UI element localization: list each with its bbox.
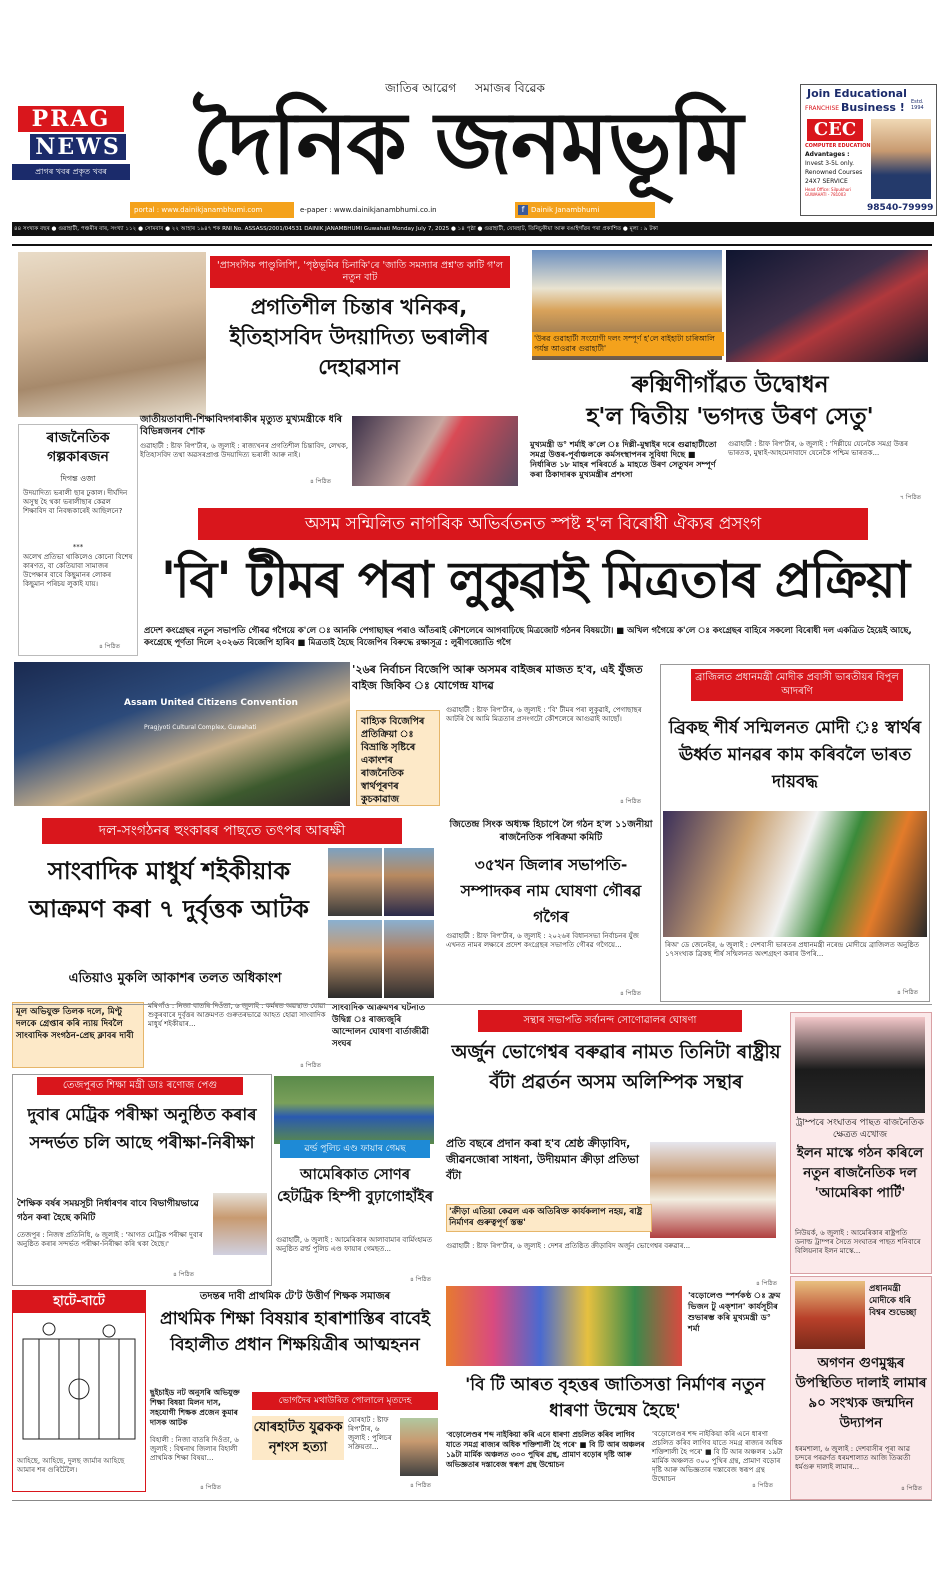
journalist-side: সাংবাদিক আক্ৰমণৰ ঘটনাত উদ্বিগ্ন ঃ ৰাজ্যজুৰি আন্দোলন ঘোষণা বাৰ্তাজীৱী সংঘৰ	[332, 1003, 429, 1049]
modi-kicker: ব্ৰাজিলত প্ৰধানমন্ত্ৰী মোদীক প্ৰবাসী ভাৰতীয়ৰ বিপুল আদৰণি	[691, 669, 903, 701]
hatebate-caption: আহিছে, আহিছে, দুলছ জাৰ্মাৰ আহিছে আমাৰ শৰ গুৰিটৈলৈ।	[17, 1457, 125, 1474]
cec-franchise: FRANCHISE	[805, 105, 840, 112]
cec-business: Business !	[841, 101, 905, 114]
column-title: ৰাজনৈতিক গল্পকাৰজন	[46, 430, 110, 465]
top-divider	[12, 244, 932, 246]
cec-estd: Estd. 1994	[911, 99, 924, 111]
convention-venue: Pragjyoti Cultural Complex, Guwahati	[144, 724, 257, 731]
olympic-body: গুৱাহাটী : ষ্টাফ ৰিপ'ৰ্টাৰ, ৬ জুলাই : দেশৰ প্ৰতিষ্ঠিত ক্ৰীড়াবিদ অৰ্জুন ভোগেশ্বৰ বৰুৱাৰ...	[446, 1242, 691, 1250]
jorhat-headline[interactable]: যোৰহাটত যুৱকক নৃশংস হত্যা	[252, 1416, 344, 1460]
epaper-url[interactable]: e-paper : www.dainikjanambhumi.co.in	[300, 206, 437, 214]
bridge-body2: গুৱাহাটী : ষ্টাফ ৰিপ'ৰ্টাৰ, ৬ জুলাই : 'দিল্লীয়ে যেনেকৈ সমগ্ৰ উত্তৰ ভাৰতক, মুম্বাই-আহমেদাবাদে যেনেকৈ পশ্চিম ভাৰতক...	[728, 440, 908, 457]
news-logo-text: NEWS	[30, 134, 126, 160]
convention-box: বাহ্যিক বিজেপিৰ প্ৰতিক্ৰিয়া ঃ বিভ্ৰান্তি সৃষ্টিৰে একাংশৰ ৰাজনৈতিক স্বাৰ্থপূৰণৰ কুচকাৱাজ	[356, 710, 440, 806]
btr-body2: 'বড়োলেণ্ডৰ শব্দ নাইকিয়া কৰি এনে ধাৰণা প্ৰচলিত কৰিব লাগিব যাতে সমগ্ৰ ৰাজ্যৰ অধিক শক্তিশালী হৈ পৰে' ■ বি টি আৰ অঞ্চলৰ ১৯টা মাৰ্মিক অঞ্চলত ৩০০ পুথিৰ গ্ৰন্থ, প্ৰামাণ বড়োৰ দৃষ্টি আৰু অভিজ্ঞতাৰ দস্তাবেজ স্বৰূপ গ্ৰন্থ উন্মোচন	[652, 1430, 783, 1483]
journalist-headline[interactable]: সাংবাদিক মাধুৰ্য শইকীয়াক আক্ৰমণ কৰা ৭ দুৰ্বৃত্তক আটক	[29, 857, 309, 923]
convention-body: গুৱাহাটী : ষ্টাফ ৰিপ'ৰ্টাৰ, ৬ জুলাই : 'বি' টীমৰ পৰা লুকুৱাই, পেগাছাছৰ আটৰি থৈ আমি মিত্ৰতাৰ প্ৰসংগটো কৌশলেৰে আগুৱাই আছোঁ।	[446, 706, 642, 723]
hatebate-title: হাটে-বাটে	[13, 1291, 145, 1313]
dalai-box	[790, 1276, 932, 1500]
congress-body: গুৱাহাটী : ষ্টাফ ৰিপ'ৰ্টাৰ, ৬ জুলাই : ২০২৬ৰ বিধানসভা নিৰ্বাচনৰ যুঁজ এখনত নামৰ লক্ষ্যৰে প্ৰদেশ কংগ্ৰেছৰ সভাপতি গৌৰৱ গগৈয়ে...	[446, 932, 639, 949]
victim-photo	[400, 1418, 438, 1476]
lead-kicker: অসম সন্মিলিত নাগৰিক অভিৰ্বতনত স্পষ্ট হ'ল বিৰোধী ঐক্যৰ প্ৰসংগ	[198, 508, 868, 540]
facebook-label: Dainik Janambhumi	[531, 206, 600, 214]
convention-kicker: '২৬ৰ নিৰ্বাচন বিজেপি আৰু অসমৰ বাইজৰ মাজত হ'ব, এই যুঁজত বাইজ জিকিব ঃ যোগেন্দ্ৰ যাদৱ	[352, 663, 643, 692]
cec-sub: COMPUTER EDUCATION	[805, 143, 871, 149]
prag-news-ad[interactable]	[12, 106, 130, 186]
modi-cont[interactable]: ৪ পিঠিত	[897, 989, 919, 996]
congress-cont[interactable]: ৪ পিঠিত	[620, 990, 642, 997]
cartoon-drawing	[19, 1319, 139, 1449]
prag-logo-text: PRAG	[18, 106, 124, 132]
column-box	[18, 424, 138, 656]
cec-logo: CEC	[807, 119, 863, 141]
story1-body: গুৱাহাটী : ষ্টাফ ৰিপ'ৰ্টাৰ, ৬ জুলাই : ৰাজ্যখনৰ প্ৰগতিশীল চিন্তাবিদ, লেখক, ইতিহাসবিদ তথা অৱসৰপ্ৰাপ্ত উদয়াদিত্য ভৰালী আৰু নাই।	[140, 442, 349, 459]
teacher-headline[interactable]: প্ৰাথমিক শিক্ষা বিষয়াৰ হাৰাশাস্তিৰ বাবেই বিহালীত প্ৰধান শিক্ষয়িত্ৰীৰ আত্মহনন	[160, 1309, 430, 1355]
lower-divider	[12, 1004, 932, 1005]
jorhat-cont[interactable]: ৪ পিঠিত	[410, 1482, 432, 1489]
convention-photo	[14, 662, 350, 806]
modi-box	[660, 664, 930, 1002]
teacher-cont[interactable]: ৪ পিঠিত	[200, 1484, 222, 1491]
suspect-photo-3	[328, 920, 382, 998]
teacher-deck: ছুইচাইড নট অনুসৰি অভিযুক্ত শিক্ষা বিষয়া মিলন দাস, সহযোগী শিক্ষক প্ৰজেন কুমাৰ দাসক আটক	[150, 1388, 240, 1427]
story1-cont[interactable]: ৪ পিঠিত	[310, 478, 332, 485]
journalist-box: মূল অভিযুক্ত তিলক দলে, মিণ্টু দলকে গ্ৰেপ্তাৰ কৰি ন্যায় দিবলৈ সাংবাদিক সংগঠন-প্ৰেছ ক্লাবৰ দাবী	[12, 1002, 144, 1068]
column-separator: ***	[72, 543, 84, 551]
exam-headline[interactable]: দুবাৰ মেট্ৰিক পৰীক্ষা অনুষ্ঠিত কৰাৰ সন্দৰ্ভত চলি আছে পৰীক্ষা-নিৰীক্ষা	[27, 1105, 257, 1152]
exam-box	[12, 1074, 272, 1286]
bridge-caption: 'উৰৱ গুৱাহাটী সংযোগী দলং সম্পূৰ্ণ হ'লে বাইহাটা চাৰিআলি পৰ্যন্ত আওৱাৰ গুৱাহাটী'	[532, 332, 724, 356]
facebook-icon: f	[518, 205, 528, 215]
btr-photo	[446, 1286, 682, 1366]
portal-strip	[130, 202, 660, 218]
bridge-photo-2	[726, 250, 928, 362]
sprint-cont[interactable]: ৪ পিঠিত	[410, 1276, 432, 1283]
olympic-quote: 'ক্ৰীড়া এতিয়া কেৱল এক অতিৰিক্ত কাৰ্যকলাপ নহয়, ৰাষ্ট্ৰ নিৰ্মাণৰ গুৰুত্বপূৰ্ণ স্তম্ভ'	[446, 1204, 652, 1232]
masthead	[0, 0, 945, 240]
column-author: দিগন্ত ওজা	[60, 474, 96, 483]
btr-headline[interactable]: 'বি টি আৰত বৃহত্তৰ জাতিসত্তা নিৰ্মাণৰ নতুন ধাৰণা উন্মেষ হৈছে'	[465, 1375, 765, 1421]
musk-photo	[795, 1017, 925, 1113]
jorhat-kicker: ভোগদৈৰ মথাউৰিত পোলালে মৃতদেহ	[252, 1392, 438, 1410]
convention-cont[interactable]: ৪ পিঠিত	[620, 798, 642, 805]
journalist-sub: এতিয়াও মুকলি আকাশৰ তলত অধিকাংশ	[68, 971, 282, 986]
musk-body: নিউয়ৰ্ক, ৬ জুলাই : আমেৰিকাৰ ৰাষ্ট্ৰপতি ডনাল্ড ট্ৰাম্পৰ সৈতে সংঘাতৰ পাছত শনিবাৰে বিলিয়নাৰ ইলন মাস্কে...	[795, 1229, 921, 1255]
suspect-photo-1	[328, 848, 382, 916]
modi-body: ৰিঅ' ডে জেনেইৰ, ৬ জুলাই : দেশবাসী ভাৰতৰ প্ৰধানমন্ত্ৰী নৰেন্দ্ৰ মোদীয়ে ব্ৰাজিলত অনুষ্ঠিত ১৭সংখ্যক ব্ৰিকছ শীৰ্ষ সন্মিলনত অংশগ্ৰহণ কৰাৰ উপৰি...	[665, 941, 920, 958]
exam-kicker: তেজপুৰত শিক্ষা মন্ত্ৰী ডাঃ ৰণোজ পেগু	[37, 1077, 243, 1095]
dalai-cont[interactable]: ৪ পিঠিত	[901, 1485, 923, 1492]
journalist-body: মৰিগাঁও : নিজা বাতৰি দিওঁতা, ৬ জুলাই : কৰ্মৰত অৱস্থাত যোৱা শুকুৰবাৰে দুৰ্বৃত্তৰ আক্ৰমণত গুৰুতৰভাৱে আহত হোৱা সাংবাদিক মাধুৰ্য শইকীয়াৰ...	[148, 1002, 326, 1028]
olympic-headline[interactable]: অৰ্জুন ভোগেশ্বৰ বৰুৱাৰ নামত তিনিটা ৰাষ্ট্ৰীয় বঁটা প্ৰৱৰ্তন অসম অলিম্পিক সন্থাৰ	[451, 1042, 781, 1093]
modi-photo	[663, 811, 927, 937]
musk-headline[interactable]: ইলন মাস্কে গঠন কৰিলে নতুন ৰাজনৈতিক দল 'আমেৰিকা পাৰ্টি'	[796, 1145, 924, 1201]
musk-kicker: ট্ৰাম্পৰে সংঘাতৰ পাছত ৰাজনৈতিক ক্ষেত্ৰত এখোজ	[796, 1118, 924, 1140]
suspect-photo-2	[384, 848, 434, 916]
dalai-photo	[795, 1281, 865, 1349]
dalai-headline[interactable]: অগণন গুণমুগ্ধৰ উপস্থিতিত দালাই লামাৰ ৯০ সংখ্যক জন্মদিন উদ্যাপন	[795, 1355, 927, 1431]
suspect-photo-4	[384, 920, 434, 998]
jorhat-body: যোৰহাট : ষ্টাফ ৰিপ'ৰ্টাৰ, ৬ জুলাই : পুলিচৰ সক্ৰিয়তা...	[348, 1416, 392, 1451]
btr-cont[interactable]: ৪ পিঠিত	[752, 1482, 774, 1489]
tagline-left: জাতিৰ আৱেগ	[385, 81, 457, 95]
newspaper-title: দৈনিক জনমভূমি	[192, 93, 743, 194]
prag-slogan: প্ৰাগৰ খবৰ প্ৰকৃত খবৰ	[12, 164, 130, 180]
journalist-cont[interactable]: ৪ পিঠিত	[300, 1062, 322, 1069]
sprint-body: গুৱাহাটী, ৬ জুলাই : আমেৰিকাৰ আলাবামাৰ বাৰ্মিংহামত অনুষ্ঠিত ৱৰ্ল্ড পুলিচ এণ্ড ফায়াৰ গেমছত...	[276, 1236, 433, 1253]
exam-body: তেজপুৰ : নিজস্ব প্ৰতিনিধি, ৬ জুলাই : 'আগত মেট্ৰিক পৰীক্ষা দুবাৰ অনুষ্ঠিত কৰাৰ সন্দৰ্ভত পৰীক্ষা-নিৰীক্ষা কৰি থকা হৈছে।'	[17, 1231, 203, 1248]
teacher-body: বিহালী : নিজা বাতৰি দিওঁতা, ৬ জুলাই : বিশ্বনাথ জিলাৰ বিহালী প্ৰাথমিক শিক্ষা বিষয়া...	[150, 1436, 239, 1462]
facebook-link[interactable]	[515, 202, 655, 218]
olympic-cont[interactable]: ৪ পিঠিত	[756, 1280, 778, 1287]
teacher-kicker: তদন্তৰ দাবী প্ৰাথমিক টে'ট উত্তীৰ্ণ শিক্ষক সমাজৰ	[199, 1291, 391, 1302]
sprint-headline[interactable]: আমেৰিকাত সোণৰ হেটট্ৰিক হিম্পী বুঢ়াগোহাঁইৰ	[276, 1167, 434, 1205]
sonowal-photo	[650, 1142, 776, 1238]
olympic-kicker: সন্থাৰ সভাপতি সৰ্বানন্দ সোণোৱালৰ ঘোষণা	[478, 1010, 742, 1032]
cec-phone: 98540-79999	[867, 203, 934, 213]
journalist-kicker: দল-সংগঠনৰ হুংকাৰৰ পাছতে তৎপৰ আৰক্ষী	[42, 818, 402, 844]
dalai-side: প্ৰধানমন্ত্ৰী মোদীকে ধৰি বিশ্বৰ শুভেচ্ছা	[869, 1284, 917, 1318]
tagline-right: সমাজৰ বিৱেক	[475, 81, 545, 95]
btr-body: 'বড়োলেণ্ডৰ শব্দ নাইকিয়া কৰি এনে ধাৰণা প্ৰচলিত কৰিব লাগিব যাতে সমগ্ৰ ৰাজ্যৰ অধিক শক্তিশালী হৈ পৰে' ■ বি টি আৰ অঞ্চলৰ ১৯টা মাৰ্মিক অঞ্চলত ৩০০ পুথিৰ গ্ৰন্থ, প্ৰামাণ বড়োৰ দৃষ্টি আৰু অভিজ্ঞতাৰ দস্তাবেজ স্বৰূপ গ্ৰন্থ উন্মোচন	[446, 1430, 645, 1469]
info-line: ৪৪ সংখ্যক বছৰ ● গুৱাহাটী, পঞ্চমীৰ বাৰ, সংখ্যা ১১২ ● সোমবাৰ ● ২২ আহাৰ ১৯৪৭ শক RNI No. ASSASS/2001/04531 DAINIK JANAMBHUMI Guwahati Monday July 7, 2025 ● ১৪ পৃষ্ঠা ● গুৱাহাটী, যোৰহাট, তিনিচুকীয়া আৰু বঙাইগাঁৱৰ পৰা প্ৰকাশিত ● মূল্য : ৯ টকা	[12, 222, 934, 236]
sprint-caption: ৱৰ্ল্ড পুলিচ এণ্ড ফায়াৰ গেমছ	[280, 1140, 430, 1158]
lead-headline[interactable]: 'বি' টীমৰ পৰা লুকুৱাই মিত্ৰতাৰ প্ৰক্ৰিয়া	[160, 550, 910, 609]
story1-kicker: 'প্ৰাসংগিক পাণ্ডুলিপি', 'পৃষ্ঠভূমিৰ চিনাকি'ৰে 'জাতি সমস্যাৰ প্ৰশ্ন'ত কাটি গ'ল নতুন বাট	[210, 256, 510, 288]
olympic-deck: প্ৰতি বছৰে প্ৰদান কৰা হ'ব শ্ৰেষ্ঠ ক্ৰীড়াবিদ, জীৱনজোৰা সাধনা, উদীয়মান ক্ৰীড়া প্ৰতিভা বঁটা	[446, 1137, 639, 1182]
btr-caption: 'বড়োলেণ্ড স্পৰ্শকণ্ঠ ঃ ফ্ৰম ভিজন টু এক্শান' কাৰ্যসূচীৰ শুভাৰম্ভ কৰি মুখ্যমন্ত্ৰী ড° শৰ্মা	[688, 1290, 781, 1333]
convention-banner: Assam United Citizens Convention	[124, 698, 298, 708]
exam-cont[interactable]: ৪ পিঠিত	[173, 1271, 195, 1278]
sprint-photo	[274, 1076, 434, 1144]
cec-advantages: Advantages :	[805, 151, 850, 158]
funeral-photo	[352, 416, 518, 486]
pegu-photo	[213, 1193, 267, 1255]
column-body: উদয়াদিত্য ভৰালী ছাৰ ঢুকাল। দীৰ্ঘদিন অসুস্থ হৈ থকা ভৰালীছাৰ কেৱল শিক্ষাবিদ বা নিবন্ধকাৰেই আছিলনে?	[23, 489, 128, 515]
column-body2: অলেখ প্ৰতিভা থাকিলেও কোনো বিশেষ কাৰণত, বা কেতিয়াবা সামাজৰ উপেক্ষাৰ বাবে কিছুমানৰ লোকৰ কিছুমান পৰিচয় লুকাই যায়।	[23, 553, 133, 588]
story1-sub: জাতীয়তাবাদী-শিক্ষাবিদগৰাকীৰ মৃত্যুত মুখ্যমন্ত্ৰীকে ধৰি বিভিন্নজনৰ শোক	[140, 414, 343, 437]
lead-deck: প্ৰদেশ কংগ্ৰেছৰ নতুন সভাপতি গৌৰৱ গগৈয়ে ক'লে ঃ আনকি পেগাছাছৰ পৰাও আঁতৰাই কৌশলেৰে আগবাঢ়িছে মিত্ৰজোট গঠনৰ বিষয়টো। ■ অখিল গগৈয়ে ক'লে ঃ কংগ্ৰেছৰ বাহিৰে সকলো বিৰোধী দল একত্ৰিত হৈয়েই আছে, কংগ্ৰেছে পূৰ্ণতা দিলে ২০২৬ত বিজেপি হাৰিব ■ মিত্ৰতাই হৈছে বিজেপিৰ বিৰুদ্ধে রক্ষাসূত্ৰ : লুৰীণজ্যোতি গগৈ	[144, 625, 912, 647]
column-cont[interactable]: ৪ পিঠিত	[99, 643, 121, 650]
portal-url[interactable]: portal : www.dainikjanambhumi.com	[130, 202, 294, 218]
congress-kicker: জিতেন্দ্ৰ সিংক অধ্যক্ষ হিচাপে লৈ গঠন হ'ল ১১জনীয়া ৰাজনৈতিক পৰিক্ৰমা কমিটি	[449, 819, 653, 843]
cec-person-photo	[871, 119, 931, 199]
cec-office: Head Office: Silpukhuri GUWAHATI - 781003	[805, 187, 852, 197]
bridge-body: মুখ্যমন্ত্ৰী ড° শৰ্মাই ক'লে ঃ দিল্লী-মুম্বাইৰ দৰে গুৱাহাটীতো সমগ্ৰ উত্তৰ-পূৰ্বাঞ্চলকে কৰ্মসংস্থাপনৰ সুবিধা দিছে ■ নিৰ্ধাৰিত ১৮ মাহৰ পৰিবৰ্তে ৯ মাহতে উৰণ সেতুখন সম্পূৰ্ণ কৰা ঠিকাদাৰক মুখ্যমন্ত্ৰীৰ প্ৰশংসা	[530, 440, 717, 479]
bridge-headline-2[interactable]: হ'ল দ্বিতীয় 'ভগদত্ত উৰণ সেতু'	[586, 404, 874, 430]
story1-headline[interactable]: প্ৰগতিশীল চিন্তাৰ খনিকৰ, ইতিহাসবিদ উদয়াদিত্য ভৰালীৰ দেহাৱসান	[229, 295, 489, 379]
cec-line1: Invest 3-5L only.	[805, 160, 854, 167]
bridge-headline-1[interactable]: ৰুক্মিণীগাঁৱত উদ্বোধন	[631, 372, 829, 398]
bottom-rule	[12, 1500, 932, 1501]
cec-line2: Renowned Courses	[805, 169, 863, 176]
cec-ad[interactable]	[800, 84, 937, 216]
cec-head: Join Educational	[807, 87, 907, 100]
bridge-cont[interactable]: ৭ পিঠিত	[900, 494, 922, 501]
cec-line3: 24X7 SERVICE	[805, 178, 848, 185]
congress-headline[interactable]: ৩৫খন জিলাৰ সভাপতি-সম্পাদকৰ নাম ঘোষণা গৌৰৱ গগৈৰ	[460, 856, 642, 926]
musk-box	[790, 1012, 932, 1274]
bharali-photo	[18, 252, 206, 417]
hatebate-box	[12, 1290, 146, 1492]
modi-headline[interactable]: ব্ৰিকছ শীৰ্ষ সন্মিলনত মোদী ঃ স্বাৰ্থৰ ঊৰ্ধ্বত মানৱৰ কাম কৰিবলৈ ভাৰত দায়বদ্ধ	[668, 718, 922, 792]
dalai-body: ধৰমশালা, ৬ জুলাই : দেশবাসীৰ পূৰা আৱ চন্দৰে পৰৱৰ্ণত ধৰমশালাত আজি তিব্বতী ধৰ্মগুৰু দালাই লামাৰ...	[795, 1445, 911, 1471]
exam-sub: শৈক্ষিক বৰ্ষৰ সময়সূচী নিৰ্ধাৰণৰ বাবে বিভাগীয়ভাৱে গঠন কৰা হৈছে কমিটি	[17, 1199, 199, 1223]
